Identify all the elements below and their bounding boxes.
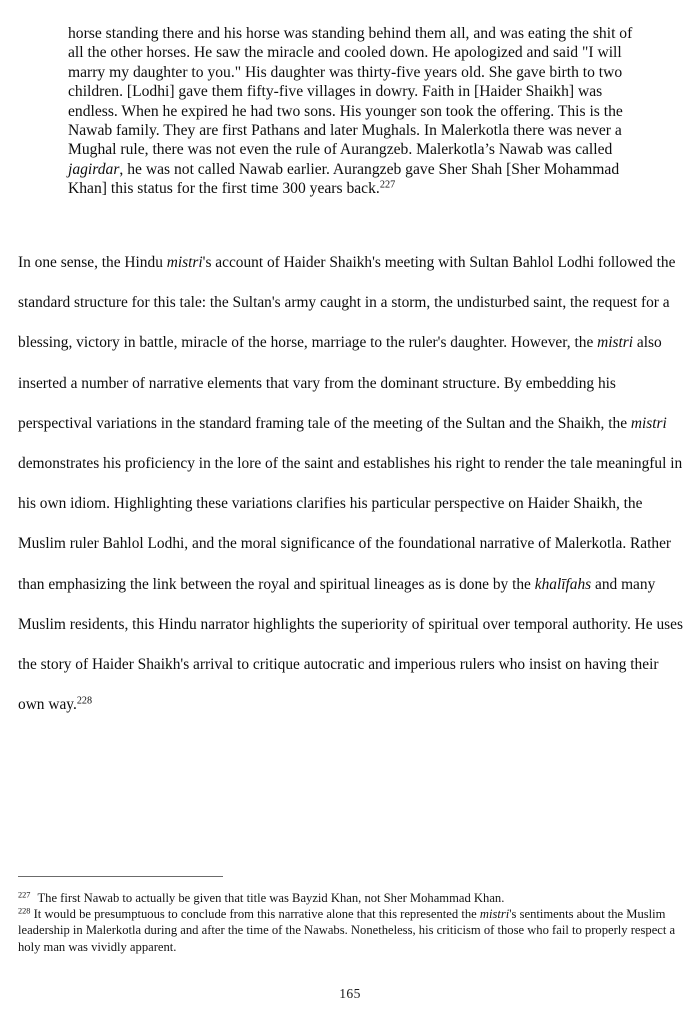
body-italic-mistri-2: mistri <box>597 334 634 352</box>
footnote-227 <box>18 890 684 906</box>
body-italic-mistri-1: mistri <box>166 254 203 271</box>
page-number: 165 <box>339 986 361 1001</box>
body-segment-2: 's account of Haider Shaikh's meeting with Sultan Bahlol Lodhi followed the standard structure for this tale: the Sultan's army caught in a storm, the undisturbed saint, the request for a blessing, victory in battle, miracle of the horse, marriage to the ruler's daughter. However, the <box>18 254 676 352</box>
blockquote-text-tail: , he was not called Nawab earlier. Aurangzeb gave Sher Shah [Sher Mohammad Khan] this status for the first time 300 years back. <box>68 160 620 198</box>
body-italic-khalifahs: khalīfahs <box>534 575 592 593</box>
footnote-italic-mistri: mistri <box>479 907 510 922</box>
footnote-ref-227[interactable]: 227 <box>379 179 396 191</box>
footnote-228 <box>18 906 684 955</box>
body-segment-1: In one sense, the Hindu <box>18 254 167 271</box>
footnote-marker-228: 228 <box>18 906 31 916</box>
body-segment-5: and many Muslim residents, this Hindu narrator highlights the superiority of spiritual over temporal authority. He uses the story of Haider Shaikh's arrival to critique autocratic and imperious rulers who insist on having their own way. <box>18 575 683 714</box>
footnote-228-text-tail: 's sentiments about the Muslim leadership in Malerkotla during and after the time of the Nawabs. Nonetheless, his criticism of those who fail to properly respect a holy man was vividly apparent. <box>18 907 676 954</box>
body-segment-3: also inserted a number of narrative elements that vary from the dominant structure. By embedding his perspectival variations in the standard framing tale of the meeting of the Sultan and the Shaikh, the <box>18 334 662 432</box>
blockquote <box>68 24 638 199</box>
footnote-228-text-head: It would be presumptuous to conclude from this narrative alone that this represented the <box>33 907 480 922</box>
footnote-separator <box>18 876 223 877</box>
body-italic-mistri-3: mistri <box>630 414 667 432</box>
body-paragraph <box>18 243 684 725</box>
footnote-marker-227: 227 <box>18 890 31 900</box>
blockquote-italic-jagirdar: jagirdar <box>68 160 120 178</box>
footnote-227-text: The first Nawab to actually be given that title was Bayzid Khan, not Sher Mohammad Khan. <box>37 891 505 905</box>
blockquote-text-main: horse standing there and his horse was standing behind them all, and was eating the shit of all the other horses. He saw the miracle and cooled down. He apologized and said "I will marry my daughter to you." His daughter was thirty-five years old. She gave birth to two children. [Lodhi] gave them fifty-five villages in dowry. Faith in [Haider Shaikh] was endless. When he expired he had two sons. His younger son took the offering. This is the Nawab family. They are first Pathans and later Mughals. In Malerkotla there was never a Mughal rule, there was not even the rule of Aurangzeb. Malerkotla’s Nawab was called <box>68 25 633 159</box>
footnote-ref-228[interactable]: 228 <box>76 695 93 707</box>
footnotes-section <box>18 890 684 955</box>
body-segment-4: demonstrates his proficiency in the lore of the saint and establishes his right to render the tale meaningful in his own idiom. Highlighting these variations clarifies his particular perspective on Haider Shaikh, the Muslim ruler Bahlol Lodhi, and the moral significance of the foundational narrative of Malerkotla. Rather than emphasizing the link between the royal and spiritual lineages as is done by the <box>18 455 683 593</box>
